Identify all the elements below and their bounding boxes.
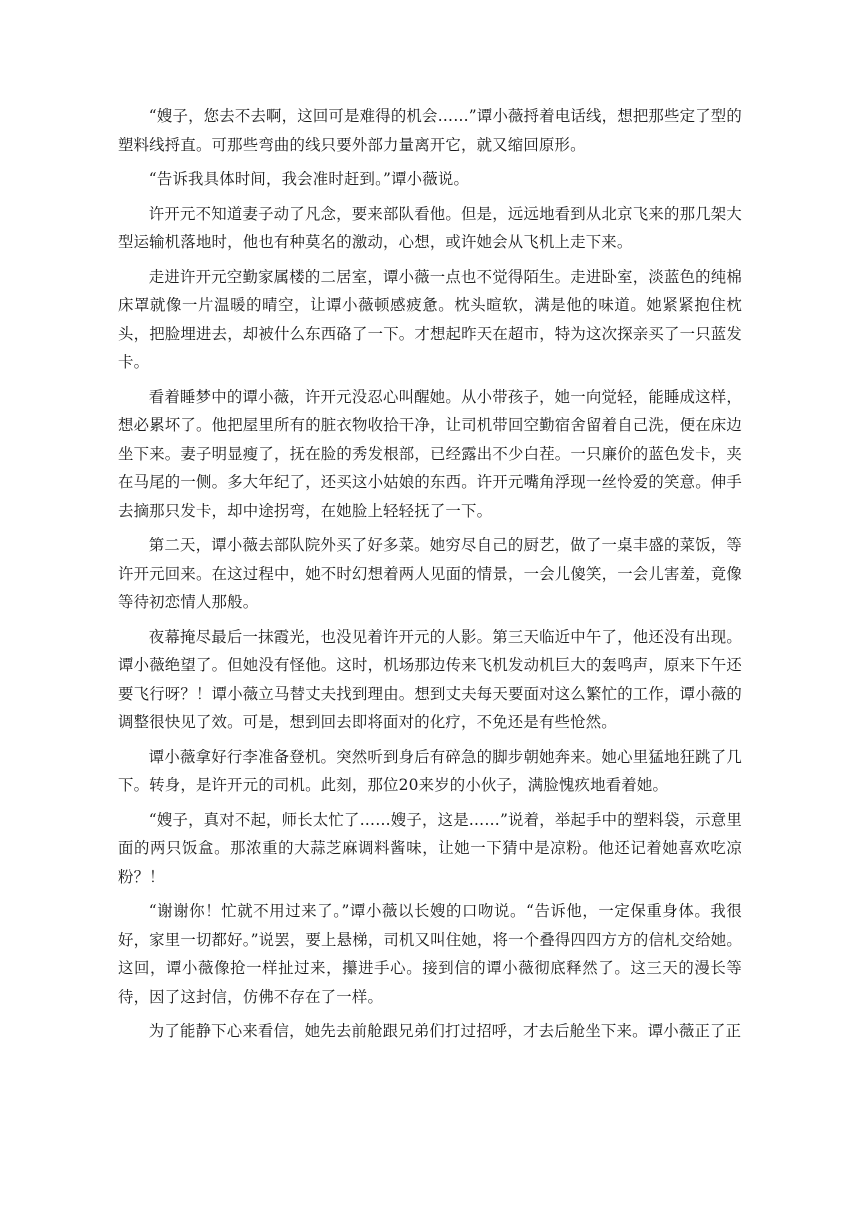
paragraph: “谢谢你！忙就不用过来了。”谭小薇以长嫂的口吻说。“告诉他，一定保重身体。我很好，家里一切都好。”说罢，要上悬梯，司机又叫住她，将一个叠得四四方方的信札交给她。这回，谭小薇像抢一样扯过来，攥进手心。接到信的谭小薇彻底释然了。这三天的漫长等待，因了这封信，仿佛不存在了一样。 [118, 902, 742, 1006]
paragraph: 第二天，谭小薇去部队院外买了好多菜。她穷尽自己的厨艺，做了一桌丰盛的菜饭，等许开元回来。在这过程中，她不时幻想着两人见面的情景，一会儿傻笑，一会儿害羞，竟像等待初恋情人那般。 [118, 536, 742, 611]
paragraph: “告诉我具体时间，我会准时赶到。”谭小薇说。 [148, 170, 470, 188]
paragraph: “嫂子，真对不起，师长太忙了……嫂子，这是……”说着，举起手中的塑料袋，示意里面的两只饭盒。那浓重的大蒜芝麻调料酱味，让她一下猜中是凉粉。他还记着她喜欢吃凉粉？！ [118, 810, 742, 886]
paragraph: 许开元不知道妻子动了凡念，要来部队看他。但是，远远地看到从北京飞来的那几架大型运输机落地时，他也有种莫名的激动，心想，或许她会从飞机上走下来。 [118, 204, 742, 251]
paragraph: 谭小薇拿好行李准备登机。突然听到身后有碎急的脚步朝她奔来。她心里猛地狂跳了几下。转身，是许开元的司机。此刻，那位20来岁的小伙子，满脸愧疚地看着她。 [118, 747, 742, 794]
document-body [118, 102, 742, 1052]
paragraph: “嫂子，您去不去啊，这回可是难得的机会……”谭小薇捋着电话线，想把那些定了型的塑料线捋直。可那些弯曲的线只要外部力量离开它，就又缩回原形。 [118, 107, 742, 154]
paragraph: 为了能静下心来看信，她先去前舱跟兄弟们打过招呼，才去后舱坐下来。谭小薇正了正 [148, 1022, 742, 1040]
paragraph: 看着睡梦中的谭小薇，许开元没忍心叫醒她。从小带孩子，她一向觉轻，能睡成这样，想必累坏了。他把屋里所有的脏衣物收拾干净，让司机带回空勤宿舍留着自己洗，便在床边坐下来。妻子明显瘦了，抚在脸的秀发根部，已经露出不少白茬。一只廉价的蓝色发卡，夹在马尾的一侧。多大年纪了，还买这小姑娘的东西。许开元嘴角浮现一丝怜爱的笑意。伸手去摘那只发卡，却中途拐弯，在她脸上轻轻抚了一下。 [118, 387, 742, 520]
paragraph: 走进许开元空勤家属楼的二居室，谭小薇一点也不觉得陌生。走进卧室，淡蓝色的纯棉床罩就像一片温暖的晴空，让谭小薇顿感疲惫。枕头暄软，满是他的味道。她紧紧抱住枕头，把脸埋进去，却被什么东西硌了一下。才想起昨天在超市，特为这次探亲买了一只蓝发卡。 [118, 267, 742, 371]
paragraph: 夜幕掩尽最后一抹霞光，也没见着许开元的人影。第三天临近中午了，他还没有出现。谭小薇绝望了。但她没有怪他。这时，机场那边传来飞机发动机巨大的轰鸣声，原来下午还要飞行呀？！谭小薇立马替丈夫找到理由。想到丈夫每天要面对这么繁忙的工作，谭小薇的调整很快见了效。可是，想到回去即将面对的化疗，不免还是有些怆然。 [118, 627, 742, 731]
